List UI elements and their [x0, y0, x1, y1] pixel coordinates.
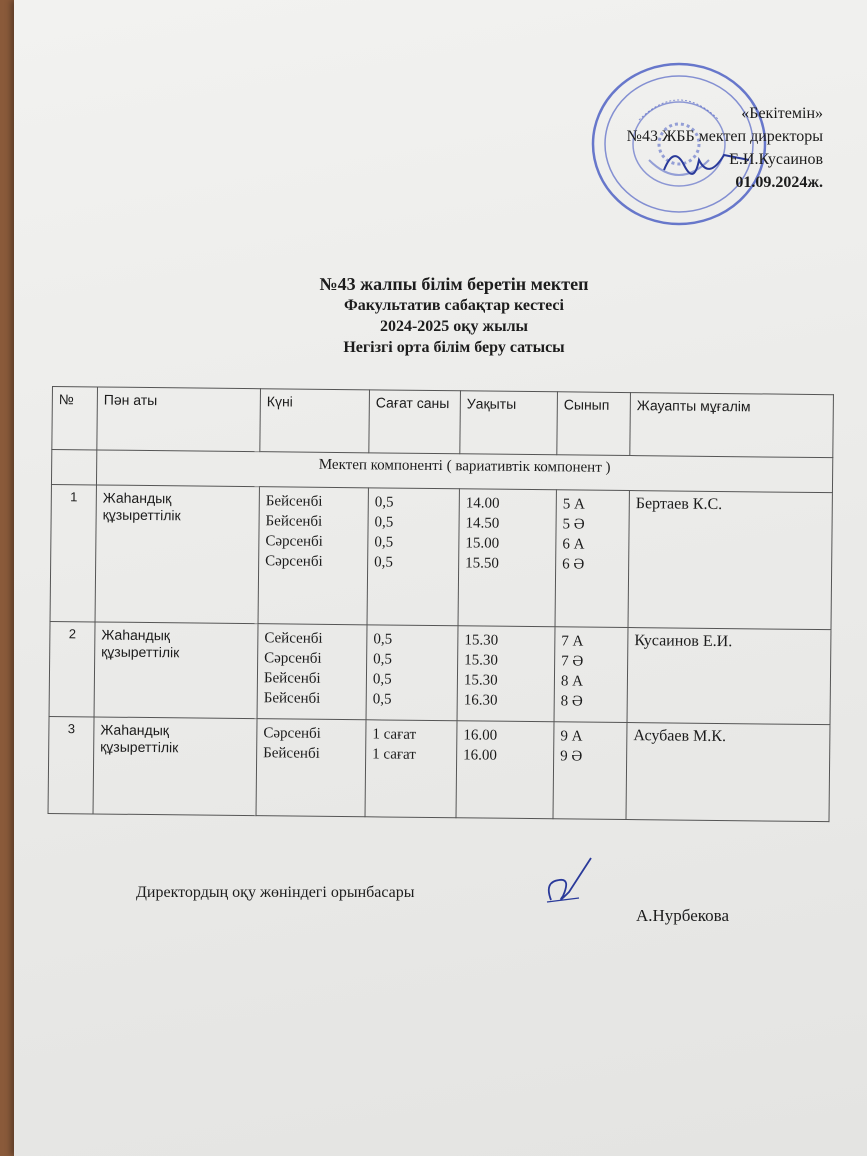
subject-name: Жаһандық құзыреттілік: [95, 485, 259, 624]
approval-block: [627, 102, 823, 194]
day-value: Сәрсенбі: [263, 725, 321, 742]
times-cell: [457, 626, 555, 722]
row-number: 1: [50, 484, 96, 621]
class-value: 8 Ә: [560, 693, 583, 710]
hours-value: 0,5: [374, 534, 394, 551]
hours-value: 0,5: [372, 671, 392, 688]
column-header-class: Сынып: [557, 392, 631, 456]
deputy-director-name: А.Нурбекова: [636, 906, 730, 925]
day-value: Сәрсенбі: [265, 533, 323, 550]
class-value: 7 А: [561, 633, 584, 650]
column-header-time: Уақыты: [460, 391, 558, 455]
academic-year: 2024-2025 оқу жылы: [379, 318, 529, 335]
approval-line-3: Е.И.Кусаинов: [729, 151, 823, 168]
hours-cell: [367, 488, 459, 626]
class-value: 8 А: [560, 673, 584, 690]
times-cell: [458, 489, 556, 627]
hours-value: 0,5: [373, 651, 392, 668]
hours-cell: [365, 720, 457, 818]
component-row-blank: [51, 450, 96, 485]
days-cell: [256, 719, 366, 817]
hours-value: 0,5: [373, 631, 393, 648]
class-value: 9 А: [560, 728, 583, 745]
approval-line-1: «Бекітемін»: [741, 105, 823, 122]
table-header-row: [52, 387, 834, 458]
deputy-director-role: Директордың оқу жөніндегі орынбасары: [136, 884, 415, 901]
days-cell: [258, 487, 368, 625]
document-header: [194, 274, 714, 358]
class-value: 5 А: [562, 496, 585, 513]
time-value: 14.50: [465, 515, 500, 532]
day-value: Сейсенбі: [264, 630, 323, 647]
row-number: 2: [49, 621, 95, 716]
hours-value: 0,5: [374, 494, 394, 511]
row-number: 3: [48, 716, 94, 813]
day-value: Бейсенбі: [265, 493, 323, 510]
classes-cell: [554, 627, 628, 723]
component-label: Мектеп компоненті ( вариативтік компонент ): [96, 450, 832, 493]
time-value: 15.30: [464, 652, 498, 669]
approval-line-4: 01.09.2024ж.: [735, 174, 823, 191]
day-value: Сәрсенбі: [265, 553, 323, 570]
deputy-signature: [539, 852, 599, 912]
column-header-hours: Сағат саны: [369, 390, 461, 454]
teacher-name: Бертаев К.С.: [628, 491, 832, 630]
column-header-subject: Пән аты: [97, 387, 261, 452]
time-value: 15.30: [463, 672, 498, 689]
class-value: 6 Ә: [562, 556, 585, 573]
subject-name: Жаһандық құзыреттілік: [94, 622, 258, 719]
approval-line-2: №43 ЖББ мектеп директоры: [626, 128, 823, 145]
table-row: [49, 621, 831, 724]
hours-value: 1 сағат: [372, 726, 417, 743]
column-header-teacher: Жауапты мұғалім: [630, 393, 834, 458]
document-page: [14, 0, 867, 1156]
education-level: Негізгі орта білім беру сатысы: [343, 339, 565, 356]
classes-cell: [555, 490, 629, 628]
teacher-name: Кусаинов Е.И.: [627, 628, 831, 725]
teacher-name: Асубаев М.К.: [626, 723, 830, 822]
time-value: 15.30: [464, 632, 499, 649]
hours-value: 0,5: [372, 691, 392, 708]
hours-cell: [366, 625, 458, 721]
table-row: [48, 716, 830, 821]
class-value: 7 Ә: [561, 653, 584, 670]
time-value: 14.00: [465, 495, 500, 512]
day-value: Бейсенбі: [265, 513, 323, 530]
times-cell: [456, 721, 554, 819]
schedule-table: [48, 386, 834, 822]
table-row: [50, 484, 832, 629]
column-header-day: Күні: [260, 389, 370, 453]
school-title: №43 жалпы білім беретін мектеп: [319, 274, 589, 294]
schedule-subtitle: Факультатив сабақтар кестесі: [344, 297, 564, 314]
time-value: 16.30: [463, 692, 498, 709]
time-value: 15.50: [465, 555, 499, 572]
time-value: 16.00: [463, 747, 497, 764]
hours-value: 1 сағат: [372, 746, 416, 763]
class-value: 9 Ә: [560, 748, 583, 765]
time-value: 16.00: [463, 727, 498, 744]
day-value: Бейсенбі: [263, 670, 321, 687]
hours-value: 0,5: [374, 554, 394, 571]
classes-cell: [553, 722, 627, 820]
column-header-number: №: [52, 387, 98, 450]
hours-value: 0,5: [374, 514, 394, 531]
subject-name: Жаһандық құзыреттілік: [93, 717, 257, 816]
time-value: 15.00: [465, 535, 500, 552]
day-value: Бейсенбі: [263, 690, 321, 707]
day-value: Бейсенбі: [263, 745, 320, 762]
class-value: 5 Ә: [562, 516, 585, 533]
class-value: 6 А: [562, 536, 585, 553]
days-cell: [257, 624, 367, 720]
day-value: Сәрсенбі: [264, 650, 322, 667]
